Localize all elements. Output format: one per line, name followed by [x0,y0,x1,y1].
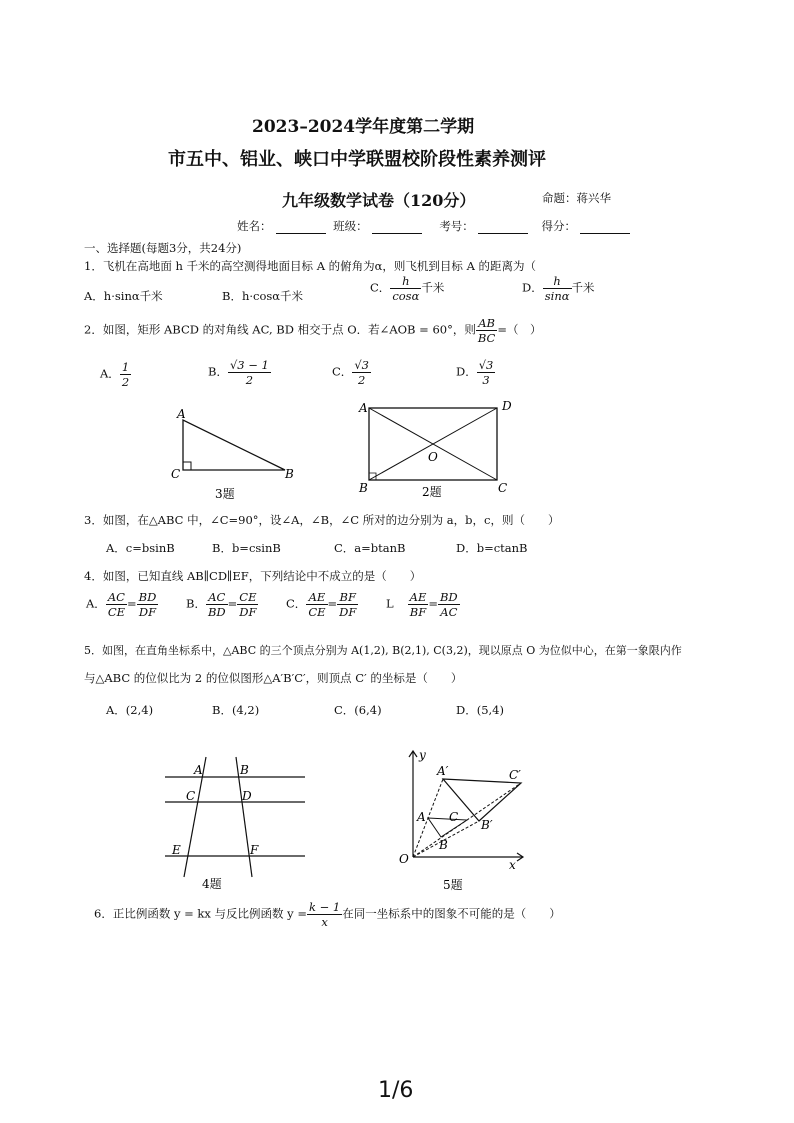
fig4-label-f: F [250,843,259,857]
q5-option-d[interactable]: D．(5,4) [456,703,504,717]
figure-5-coordinate-plane [395,745,535,895]
q1-option-a[interactable]: A．h·sinα千米 [84,289,163,303]
q4-stem: 4．如图，已知直线 AB∥CD∥EF，下列结论中不成立的是（ ） [84,569,422,583]
q5-option-b[interactable]: B．(4,2) [212,703,260,717]
q1-option-d[interactable]: D． $\frac{h}{\sin\alpha}$ 千米 [522,274,595,303]
fig4-caption: 4题 [202,877,222,891]
q4-option-c[interactable]: C． $\frac{AE}{CE}$ = $\frac{BF}{DF}$ [286,590,357,619]
fig5-label-c-prime: C′ [509,768,521,782]
q6-stem: 6．正比例函数 y = kx 与反比例函数 y = $\frac{k - 1}{x}$ 在同一坐标系中的图象不可能的是（ ） [94,900,561,929]
fig5-label-a: A [417,810,426,824]
exam-school-title: 市五中、铝业、峡口中学联盟校阶段性素养测评 [168,149,546,170]
name-field-label: 姓名： [237,219,272,233]
q3-option-d[interactable]: D．b=ctanB [456,541,528,555]
fig4-label-e: E [172,843,181,857]
fig2-label-c: C [498,481,508,495]
fig4-label-b: B [240,763,249,777]
figure-4-parallel-lines [160,752,310,897]
page-number: 1/6 [378,1078,414,1103]
exam-paper-title: 九年级数学试卷（120分） [282,191,476,210]
fig5-label-o: O [399,852,409,866]
fig3-label-c: C [171,467,181,481]
fig2-caption: 2题 [422,485,442,499]
fig2-label-d: D [502,399,512,413]
fig5-label-b-prime: B′ [481,818,493,832]
exam-no-field-label: 考号： [439,219,474,233]
figure-2-rectangle [352,396,524,506]
q2-option-d[interactable]: D． $\frac{√3}{3}$ [456,358,494,387]
class-field[interactable] [372,222,422,234]
q4-option-d[interactable]: L $\frac{AE}{BF}$ = $\frac{BD}{AC}$ [386,590,458,619]
score-field[interactable] [580,222,630,234]
q2-option-b[interactable]: B． $\frac{√3 - 1}{2}$ [208,358,269,387]
name-field[interactable] [276,222,326,234]
student-info-row [237,218,634,234]
q1-stem: 1．飞机在高地面 h 千米的高空测得地面目标 A 的俯角为α，则飞机到目标 A 的距离为（ [84,259,537,273]
q5-option-a[interactable]: A．(2,4) [106,703,154,717]
q4-option-a[interactable]: A． $\frac{AC}{CE}$ = $\frac{BD}{DF}$ [86,590,157,619]
exam-year-title: 2023–2024学年度第二学期 [252,117,475,137]
fig4-label-d: D [242,789,252,803]
fig5-label-a-prime: A′ [437,764,449,778]
fig3-label-b: B [285,467,294,481]
q3-option-a[interactable]: A．c=bsinB [106,541,175,555]
q2-stem: 2．如图，矩形 ABCD 的对角线 AC, BD 相交于点 O．若∠AOB = 60°，则 $\frac{AB}{BC}$ =（ ） [84,316,542,345]
q1-option-c[interactable]: C． $\frac{h}{\cos\alpha}$ 千米 [370,274,445,303]
fig5-label-b: B [439,838,448,852]
class-field-label: 班级： [333,219,368,233]
fig5-label-y: y [419,748,426,762]
fig5-caption: 5题 [443,878,463,892]
fig4-label-a: A [194,763,203,777]
section-heading: 一、选择题(每题3分，共24分) [84,241,242,255]
q5-option-c[interactable]: C．(6,4) [334,703,382,717]
q2-option-c[interactable]: C． $\frac{√3}{2}$ [332,358,369,387]
fig3-label-a: A [177,407,186,421]
exam-no-field[interactable] [478,222,528,234]
q5-stem-line1: 5．如图，在直角坐标系中，△ABC 的三个顶点分别为 A(1,2), B(2,1), C(3,2)，现以原点 O 为位似中心，在第一象限内作 [84,644,682,657]
fig5-label-c: C [449,810,459,824]
q2-option-a[interactable]: A． $\frac{1}{2}$ [100,360,130,389]
fig5-label-x: x [509,858,516,872]
q3-stem: 3．如图，在△ABC 中，∠C=90°，设∠A，∠B，∠C 所对的边分别为 a，b，c，则（ ） [84,513,560,527]
fig2-label-b: B [359,481,368,495]
q4-option-b[interactable]: B． $\frac{AC}{BD}$ = $\frac{CE}{DF}$ [186,590,257,619]
q3-option-c[interactable]: C．a=btanB [334,541,406,555]
q5-stem-line2: 与△ABC 的位似比为 2 的位似图形△A′B′C′，则顶点 C′ 的坐标是（ ） [84,671,463,685]
q3-option-b[interactable]: B．b=csinB [212,541,281,555]
figure-3-triangle [165,400,305,505]
fig2-label-a: A [359,401,368,415]
author-label: 命题：蒋兴华 [542,191,611,205]
fig4-label-c: C [186,789,196,803]
fig3-caption: 3题 [215,487,235,501]
score-field-label: 得分： [541,219,576,233]
q1-option-b[interactable]: B．h·cosα千米 [222,289,304,303]
fig2-label-o: O [428,450,438,464]
